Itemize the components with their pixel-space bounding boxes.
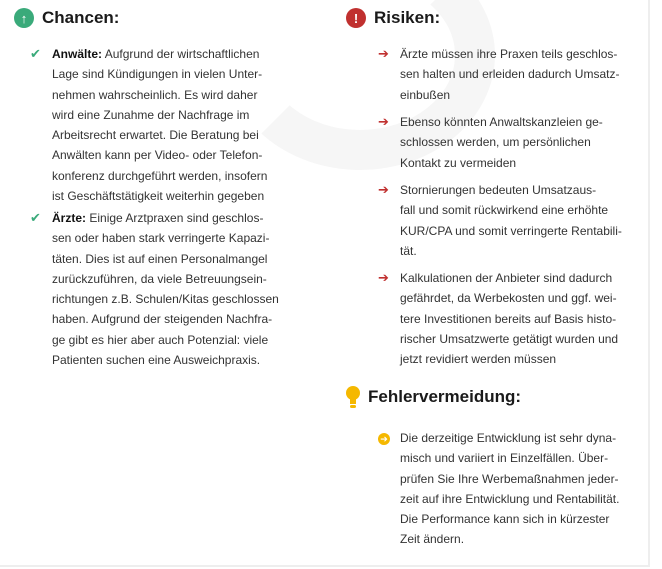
check-icon: ✔ [30, 210, 41, 225]
item-text-line: zeit auf ihre Entwicklung und Rentabilität. [400, 491, 620, 506]
fehler-heading [346, 386, 521, 408]
item-text-line [52, 44, 267, 64]
item-text-line: Ärzte müssen ihre Praxen teils geschlos- [400, 47, 618, 61]
list-item [378, 44, 620, 105]
item-text: Aufgrund der wirtschaftlichen [102, 47, 260, 61]
arrow-right-icon: ➔ [378, 270, 389, 285]
item-text-line: tät. [400, 243, 417, 258]
item-text-line: Die derzeitige Entwicklung ist sehr dyna- [400, 431, 617, 445]
item-text-line: Die Performance kann sich in kürzester [400, 512, 610, 527]
item-text-line: ist Geschäftstätigkeit weiterhin gegeben [52, 189, 265, 204]
check-icon: ✔ [30, 46, 41, 61]
item-text-line: zurückzuführen, da viele Betreuungsein- [52, 271, 267, 286]
arrow-right-icon: ➔ [378, 182, 389, 197]
item-text-line: Ebenso könnten Anwaltskanzleien ge- [400, 115, 603, 129]
list-item [380, 428, 620, 550]
item-text-line: fall und somit rückwirkend eine erhöhte [400, 203, 609, 218]
arrow-right-icon: ➔ [378, 114, 389, 129]
item-text-line: prüfen Sie Ihre Werbemaßnahmen jeder- [400, 471, 619, 486]
item-text-line: Kalkulationen der Anbieter sind dadurch [400, 271, 613, 285]
fehler-title: Fehlervermeidung: [368, 387, 522, 406]
item-text-line: rischer Umsatzwerte getätigt wurden und [400, 331, 619, 346]
item-text-line: jetzt revidiert werden müssen [400, 352, 557, 367]
item-label: Anwälte: [52, 47, 103, 61]
arrow-right-circle-icon: ➔ [378, 428, 390, 448]
item-text-line: schlossen werden, um persönlichen [400, 135, 591, 150]
item-text-line: Anwälten kann per Video- oder Telefon- [52, 148, 263, 163]
chancen-title: Chancen: [42, 8, 120, 27]
exclamation-circle-icon: ! [346, 8, 366, 28]
item-text-line [52, 208, 279, 228]
list-item [30, 208, 279, 370]
item-text-line: Arbeitsrecht erwartet. Die Beratung bei [52, 128, 259, 143]
item-label: Ärzte: [52, 211, 87, 225]
item-text-line: gefährdet, da Werbekosten und ggf. wei- [400, 291, 617, 306]
item-text-line: sen oder haben stark verringerte Kapazi- [52, 231, 270, 246]
lightbulb-icon [346, 386, 360, 408]
item-text-line: ge gibt es hier aber auch Potenzial: viele [52, 332, 269, 347]
list-item [378, 112, 603, 173]
item-text-line: tere Investitionen bereits auf Basis histo- [400, 311, 617, 326]
item-text-line: täten. Dies ist auf einen Personalmangel [52, 251, 268, 266]
item-text: Einige Arztpraxen sind geschlos- [86, 211, 264, 225]
risiken-title: Risiken: [374, 8, 441, 27]
item-text-line: nehmen wahrscheinlich. Es wird daher [52, 87, 258, 102]
item-text-line: Zeit ändern. [400, 532, 465, 547]
item-text-line: einbußen [400, 87, 451, 102]
list-item [378, 268, 619, 369]
arrow-right-icon: ➔ [378, 46, 389, 61]
list-item [30, 44, 268, 206]
item-text-line: Lage sind Kündigungen in vielen Unter- [52, 67, 263, 82]
arrow-up-circle-icon: ↑ [14, 8, 34, 28]
item-text-line: Patienten suchen eine Ausweichpraxis. [52, 353, 261, 368]
item-text-line: haben. Aufgrund der steigenden Nachfra- [52, 312, 273, 327]
item-text-line: wird eine Zunahme der Nachfrage im [52, 107, 250, 122]
risiken-heading [346, 8, 440, 28]
item-text-line: richtungen z.B. Schulen/Kitas geschlossen [52, 292, 279, 307]
item-text-line: Kontakt zu vermeiden [400, 155, 517, 170]
list-item [378, 180, 622, 261]
item-text-line: sen halten und erleiden dadurch Umsatz- [400, 67, 620, 82]
item-text-line: konferenz durchgeführt werden, insofern [52, 168, 268, 183]
item-text-line: KUR/CPA und somit verringerte Rentabili- [400, 223, 622, 238]
item-text-line: Stornierungen bedeuten Umsatzaus- [400, 183, 597, 197]
chancen-heading [14, 8, 119, 28]
item-text-line: misch und variiert in Einzelfällen. Über- [400, 451, 609, 466]
